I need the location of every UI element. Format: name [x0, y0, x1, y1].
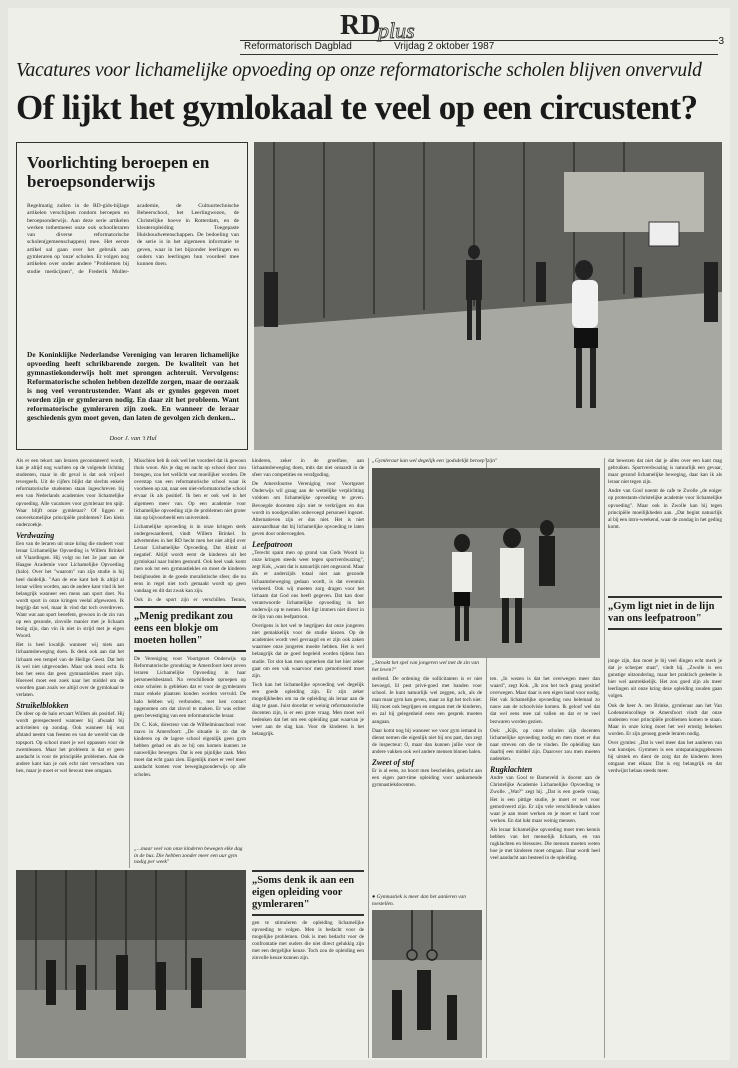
subheading-rugklachten: Rugklachten: [490, 765, 533, 775]
intro-box: [16, 142, 248, 450]
article-column-2-bottom: [134, 656, 246, 862]
svg-text:plus: plus: [378, 18, 415, 42]
rd-logo: [330, 8, 420, 42]
photo-caption-spel: „Strookt het spel van jongeren wel met de zin van het leven?": [372, 660, 479, 673]
paragraph: „Terecht spant men op grond van Gods Woord in onze kringen steeds weer tegen sportverdwazing", zegt Kok, „want dat is natuurlijk niet ongezond. Maar als er anderzijds totaal niet aan gezonde lichaamsbeweging gedaan wordt, is dat evenmin verkeerd. Ook wij moeten zorg dragen voor het lichaam dat God ons heeft gegeven. Dat kan door verantwoorde lichamelijke opvoeding in het onderwijs op te nemen. Het ligt immers niet direct in de lijn van ons leefpatroon.: [252, 550, 364, 620]
gym-photo-ropes: [16, 870, 246, 1058]
article-column-3-bottom: [252, 920, 364, 1058]
column-rule: [129, 458, 130, 868]
subheading-zweet-of-stof: Zweet of stof: [372, 758, 415, 768]
photo-caption-toestellen: ● Gymnastiek is meer dan het aanleren van toestellen.: [372, 894, 466, 907]
article-column-3: [252, 458, 364, 866]
paragraph: Ook in de sport zijn er verschillen. Tennis,: [134, 596, 246, 603]
pull-quote-opleiding: „Soms denk ik aan een eigen opleiding voor gymleraren": [252, 870, 364, 916]
article-column-5: [490, 676, 600, 1058]
column-rule: [368, 458, 369, 1058]
issue-date: Vrijdag 2 oktober 1987: [394, 41, 495, 52]
paragraph: Misschien heb ik ook wel het voordeel dat ik gewoon thuis woon. Als je dag en nacht op school door zou brengen, zou het wellicht wat moeilijker worden. De overstap van een reformatorische school waar ik voorheen op zat, naar een niet-reformatorische school ervaar ik als positief. Ik ben er ook wel in het algemeen meer van. Op een academie voor lichamelijke opvoeding zijn de problemen niet groter dan op bijvoorbeeld een universiteit.: [134, 458, 246, 521]
paragraph: Lichamelijke opvoeding is in onze kringen sterk ondergewaardeerd, vindt Willem Brinkel. In advertenties in het RD hecht men het niet altijd over Leraar Lichamelijke Opvoeding. Dat klinkt al negatief. Altijd wordt eerst de kinderen uit het gymlokaal naar buiten gestuurd. Ook heel vaak komt men ook tot een gymnastiekles en moet de kinderen bezighouden in de goede moralistische sfeer, die nu eens in regel niet toch gemaakt wordt op geen vandaag en dit dat zwak kan zijn.: [134, 523, 246, 594]
column-rule: [604, 458, 605, 1058]
gym-hall-illustration: [254, 142, 722, 450]
paragraph: De sfeer op de halo ervaart Willem als positief. Hij wordt gerespecteerd wanneer hij afwaakt bij activiteiten op zondag. Ook wanneer hij wat afstand neemt van feesten en van de wereld van de topsport. Op school moet je wel oppassen voor de zwemlessen. Maar het probleem is dat er geen aandacht is voor de principiële problemen. Aan de andere kant kan je ook echt niet verwachten van hen, maar je moet er wel bewust mee omgaan.: [16, 711, 124, 774]
article-lead: De Koninklijke Nederlandse Vereniging van leraren lichamelijke opvoeding heeft schrikbarende zorgen. De kwaliteit van het gymnastiekonderwijs holt met sprongen achteruit. Vervolgens: Reformatorische scholen hebben dezelfde zorgen, maar de oorzaak is nog veel verontrustender. Want als er gymles gegeven moet worden zijn er gymleraren nodig. En daar zit het probleem. Want reformatorische gymleraren zijn zoek. En wanneer de leraar geschiedenis gym moet geven, dan laten de gevolgen zich denken...: [27, 350, 239, 422]
gym-photo-main: [254, 142, 722, 450]
article-column-4: [372, 676, 482, 890]
paragraph: Er is al eens, zo hoort men bescheiden, gedacht aan een eigen part-time opleiding voor aankomende gymnastiekdocenten.: [372, 768, 482, 789]
series-intro: Regelmatig zullen in de RD-gids-bijlage artikelen verschijnen rondom beroepen en beroepsonderwijs. Aan deze serie artikelen werken tothetmeest onze ook schoolleraren van diverse reformatorische scholen(gemeenschappen) mee. Het eerste artikel sal gaan over het gebruik aan gymleraren op 'onze' scholen. Er volgen nog artikelen over onder andere "Problemen bij studie medicijnen", de Frederik Muller-academie, de Cultuurtechnische Beheerschool, het Leerlingwezen, de Christelijke hoeve in Rotterdam, en de kleuteropleiding Toegepaste Huishoudwetenschappen. De bedoeling van de serie is in het algemeen informatie te geven, waar in het bijzonder leerlingen en ouders van leerlingen hun voordeel mee kunnen doen.: [27, 203, 239, 275]
paragraph: Andre van Gool noemt de cafe te Zwolle „de eniger op protestants-christelijke academie voor lichamelijke opvoeding". Maar ook in Zwolle kan hij tegen principiële moeilijkheden aan. „Dat begint natuurlijk al bij een intro-weekend, waar de zondag in het geding komt.: [608, 488, 722, 530]
gym-photo-players: [372, 468, 600, 658]
article-column-6-bottom: [608, 658, 722, 1058]
gym-photo-rings: [372, 910, 482, 1058]
paragraph: Andre van Gool te Barneveld is docent aan de Christelijke Academie Lichamelijke Opvoeding te Zwolle. „Wat?" zegt hij. „Dat is een goede vraag. Het is een pittige studie, je moet er wel voor gemotiveerd zijn. Er zijn vele verschillende vakken waar je aan moet werken en je moet er hard voor werken. En dat lukt maar weinig mensen.: [490, 775, 600, 824]
masthead-rule-lower: [240, 54, 718, 55]
article-column-6-top: [608, 458, 722, 592]
byline: Door J. van 't Hul: [109, 435, 157, 442]
paragraph: Daar komt nog bij wanneer we voor gym iemand in dienst nemen die eigenlijk niet bij ons past, dan zegt de inspecteur: O, maar dan kunnen jullie voor de andere vakken ook wel andere mensen binnen halen.: [372, 727, 482, 755]
headline: Of lijkt het gymlokaal te veel op een circustent?: [16, 88, 698, 127]
paragraph: De Amersfoortse Vereniging voor Voortgezet Onderwijs wil graag aan de wettelijke verplichting voldoen om lichamelijke opvoeding te geven. Bevoegde docenten zijn niet te verkrijgen en dus wordt in noodgevallen onbevoegd personeel ingezet. Alternatieven zijn er dus niet. Het is niet aanvaardbaar dat bij lichamelijke opvoeding te laten geven door onbevoegden.: [252, 481, 364, 537]
paragraph: Dr. C. Kok, directeur van de Wilhelminaschool voor mavo in Amersfoort: „De situatie is zo dat de kinderen op de lagere school eigenlijk geen gym hebben gehad en als ze bij ons komen kunnen ze nauwelijks bewegen. Dat is een pijnlijke zaak. Men moet dat echt gaan zien. Eigenlijk moet er veel meer aandacht komen voor bewegingsonderwijs op alle scholen.: [134, 721, 246, 778]
article-column-2-top: [134, 458, 246, 604]
newspaper-page: [8, 8, 730, 1060]
paragraph: kinderen, zeker in de groeifase, aan lichaamsbeweging doen, mits dat niet ontaardt in de sfeer van competities en verafgoding.: [252, 458, 364, 479]
paragraph: jonge zijn, dan moet je bij veel dingen echt merk je dat je scherper staat", vindt hij. „Zwolle is een gunstige uitzondering, maar het praktisch gedeelte is hier wel aantrekkelijk. Het zou goed zijn als meer leerlingen uit onze kring deze opleiding zouden gaan volgen.: [608, 658, 722, 700]
rings-illustration: [372, 910, 482, 1058]
subheading-leefpatroon: Leefpatroon: [252, 540, 293, 550]
paragraph: Als er een tekort aan leraren geconstateerd wordt, kan je altijd nog wachten op de volgende lichting studenten, maar in dit geval is dat ook vrijwel tevergeefs. Uit de cijfers blijkt dat slechts enkele reformatorische studenten staan ingeschreven bij een van Nederlands academies voor lichamelijke opvoeding. Alle vacatures voor gymleraar ten spijt. Waar blijft onze gymleraar? Of liggen er onoverkomelijke principiële problemen? Een klein onderzoekje.: [16, 458, 124, 528]
pull-quote-leefpatroon: „Gym ligt niet in de lijn van ons leefpatroon": [608, 596, 722, 630]
publication-name: Reformatorisch Dagblad: [244, 41, 352, 52]
paragraph: ten. „In wezen is dat het overwegen meer dan waard", zegt Kok. „Ik zou het toch graag positief overwegen. Maar daar is een eigen band voor nodig. Het vak lichamelijke opvoeding nou helemaal zo nauw aan de schoolvisie komen. Ik geloof wel dat dat wel eens mee zal vallen en dat er te veel bezwaren worden gezien.: [490, 676, 600, 725]
article-column-1: [16, 458, 124, 866]
pull-quote-predikant: „Menig predikant zou eens een blokje om moeten hollen": [134, 606, 246, 652]
paragraph: dat bewezen dat niet dat je alles over een kant mag gebruiken. Sportverdwazing is natuurlijk een gevaar, maar gezond lichamelijke beweging, daar kan ik als leraar niet tegen zijn.: [608, 458, 722, 486]
paragraph: De Vereniging voor Voortgezet Onderwijs op Reformatorische grondslag te Amersfoort kent zeven leraren Lichamelijke Opvoeding in haar personeelsbestand. Na verschillende oproepen op onze scholen is gebleken dat er voor de gymleraren maar enkele plaatsen konden worden vervuld. De halo hebben wij verbonden, met hen contact opgenomen om dat zinvol te maken. Er was echter geen bevestiging van een reformatorische leraar.: [134, 656, 246, 719]
kicker: Vacatures voor lichamelijke opvoeding op onze reformatorische scholen blijven onvervuld: [16, 60, 702, 81]
paragraph: Toch kan het lichamelijke opvoeding wel degelijk een goede opleiding zijn. Er zijn zeker mogelijkheden om na de opleiding als leraar aan de slag te gaan. Juist doordat er weinig reformatorische docenten zijn, is er een grote vraag. Men moet wel bedenken dat het om een opleiding gaat waarvan je weer aan de slag kan. Voor de kinderen is het belangrijk.: [252, 681, 364, 738]
gym-ropes-illustration: [16, 870, 246, 1058]
photo-caption-gymleraar: „Gymleraar kan wel degelijk een 'godsdelijk beroep' zijn": [372, 458, 498, 464]
photo-caption-bus: „...maar veel van onze kinderen bewegen elke dag in de bus. Die hebben zonder meer een uur gym nodig per week": [134, 846, 246, 866]
paragraph: Overigens is het wel te begrijpen dat onze jongeren niet gemakkelijk voor de studie kiezen. Op de academies wordt veel gevraagd en er zijn ook zaken waarmee onze jongeren moeite hebben. Het is wel belangrijk dat ze goed begeleid worden tijdens hun studie. Tot slot kan men opmerken dat het hier zeker gaat om een vak waarvoor men gemotiveerd moet zijn.: [252, 623, 364, 679]
paragraph: gen te stimuleren de opleiding lichamelijke opvoeding te volgen. Men is bedacht voor de mogelijke problemen. Ook is men bedacht voor de confrontatie met ouders die niet direct gelukkig zijn met een dergelijke keuze. Toch zou de opleiding een zinvolle keuze kunnen zijn.: [252, 920, 364, 962]
page-number: 3: [718, 36, 724, 47]
paragraph: Over gymles: „Dat is veel meer dan het aanleren van wat kunstjes. Gymmen is een ontspanningsgebeuren bij uitstek en dient de zorg dat de kinderen leren omgaan met elkaar. Dat is erg belangrijk en dat verdwijnt helaas steeds meer.: [608, 740, 722, 775]
subheading-struikelblokken: Struikelblokken: [16, 701, 69, 711]
players-illustration: [372, 468, 600, 658]
paragraph: Een van de leraren uit onze kring die studeert voor leraar Lichamelijke Opvoeding is Willem Brinkel uit Vlaardingen. Hij volgt nu het 3e jaar aan de Haagse Academie voor Lichamelijke Opvoeding (halo). Over het "waarom" van zijn studie is hij heel duidelijk. "Aan de ene kant heb ik altijd al leraar willen worden, aan de andere kant vind ik het belangrijk wanneer een mens aan sport doet. Nu wordt sport in onze kringen veelal afgewezen. Ik begrijp dat wel, maar ik vind dat toch overdreven. Want wat aan sport beoefent, gewoon in de zin van op een gezonde, zinvolle manier met je lichaam bezig zijn, dan vin ik niet in strijd met je eigen Woord.: [16, 541, 124, 640]
paragraph: Ook de heer A. ten Brinke, gymleraar aan het Van Lodensteincollege te Amersfoort vindt dat onze studenten voor principiële problemen komen te staan. Maar in onze kring moet het wel ernstig bekeken worden. Er zijn genoeg goede leraren nodig.: [608, 702, 722, 737]
subheading-verdwazing: Verdwazing: [16, 530, 55, 540]
paragraph: Als leraar lichamelijke opvoeding moet men kennis hebben van het menselijk lichaam, en van rugklachten en blessures. Die mensen moeten weten hoe je met kinderen moet omgaan. Daar wordt heel veel aandacht aan besteed in de opleiding.: [490, 826, 600, 862]
box-title: Voorlichting beroepen en beroepsonderwijs: [27, 153, 210, 191]
paragraph: stellend. De ordening die sollicitanten is er niet bevoegd, lil pest privé-goed met banden voor school. Je kunt natuurlijk wel zeggen, ach, als de man maar gym kan geven, maar zo ligt het toch niet. Hij moet ook begrijpen en omgaan met de kinderen, en zal bij gelegenheid eens een gesprek moeten aangaan.: [372, 676, 482, 725]
paragraph: Het is heel kwalijk wanneer wij niets aan lichaamsbeweging doen. Ik denk ook aan dat het lichaam een tempel van de Heilige Geest. Dat heb ik wel niet uitgevonden. Maar ook mooi echt. Ik ben het eens dat geen gymnastiekles moet zijn. Hoeveel moet een zoek naar het middel om de woorden gaan zoals we altijd over de gymlokaal te verlaten.: [16, 642, 124, 698]
paragraph: Ook: „Kijk, op onze scholen zijn docenten lichamelijke opvoeding nodig en men moet er dus naar streven om die te vinden. De opleiding kan daarbij een middel zijn. Daarover zou men moeten nadenken.: [490, 727, 600, 763]
rd-logo-text: RD: [340, 10, 381, 41]
